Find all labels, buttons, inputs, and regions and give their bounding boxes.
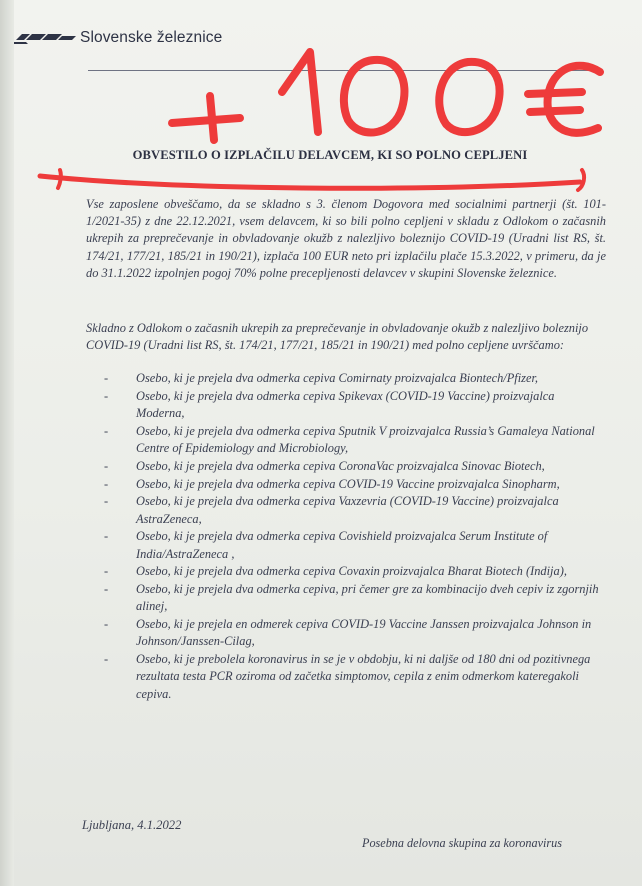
list-bullet: - xyxy=(104,388,109,403)
list-bullet: - xyxy=(104,652,109,667)
list-bullet: - xyxy=(104,476,109,491)
sz-stripes-logo-icon xyxy=(14,26,76,50)
intro-paragraph: Vse zaposlene obveščamo, da se skladno s 3. členom Dogovora med socialnimi partnerji (št. 101-1/2021-35) z dne 22.12.2021, vsem delavcem, ki so bili polno cepljeni v skladu z Odlokom o začasnih ukrepih za preprečevanje in obvladovanje okužb z nalezljivo boleznijo COVID-19 (Uradni list RS, št. 174/21, 177/21, 185/21 in 190/21), izplača 100 EUR neto pri izplačilu plače 15.3.2022, v primeru, da je do 31.1.2022 izpolnjen pogoj 70% polne precepljenosti delavcev v skupini Slovenske železnice. xyxy=(86,197,606,280)
list-item xyxy=(86,493,606,527)
annotation-text xyxy=(160,64,630,134)
list-item xyxy=(86,423,606,457)
list-item-text: Osebo, ki je prejela en odmerek cepiva COVID-19 Vaccine Janssen proizvajalca Johnson in Johnson/Janssen-Cilag, xyxy=(136,617,592,649)
place-date: Ljubljana, 4.1.2022 xyxy=(82,818,182,832)
list-item-text: Osebo, ki je prejela dva odmerka cepiva Covishield proizvajalca Serum Institute of India/AstraZeneca , xyxy=(136,529,548,561)
list-item xyxy=(86,563,606,580)
list-bullet: - xyxy=(104,423,109,438)
list-bullet: - xyxy=(104,458,109,473)
list-item xyxy=(86,476,606,493)
list-item-text: Osebo, ki je prejela dva odmerka cepiva, pri čemer gre za kombinacijo dveh cepiv iz zgornjih alinej, xyxy=(136,582,599,614)
list-item-text: Osebo, ki je prejela dva odmerka cepiva Comirnaty proizvajalca Biontech/Pfizer, xyxy=(136,371,539,385)
list-bullet: - xyxy=(104,617,109,632)
list-item xyxy=(86,370,606,387)
list-item xyxy=(86,651,606,703)
list-item-text: Osebo, ki je prebolela koronavirus in se je v obdobju, ki ni daljše od 180 dni od pozitivnega rezultata testa PCR oziroma od začetka simptomov, cepila z enim odmerkom kateregakoli cepiva. xyxy=(136,652,591,701)
list-bullet: - xyxy=(104,564,109,579)
list-item xyxy=(86,581,606,615)
list-item xyxy=(86,458,606,475)
list-bullet: - xyxy=(104,371,109,385)
list-bullet: - xyxy=(104,582,109,597)
list-item xyxy=(86,528,606,562)
list-bullet: - xyxy=(104,494,109,509)
document-title: OBVESTILO O IZPLAČILU DELAVCEM, KI SO POLNO CEPLJENI xyxy=(132,148,528,162)
list-item-text: Osebo, ki je prejela dva odmerka cepiva CoronaVac proizvajalca Sinovac Biotech, xyxy=(136,458,545,473)
list-item xyxy=(86,388,606,422)
list-item xyxy=(86,616,606,650)
list-item-text: Osebo, ki je prejela dva odmerka cepiva COVID-19 Vaccine proizvajalca Sinopharm, xyxy=(136,476,560,491)
signature: Posebna delovna skupina za koronavirus xyxy=(362,836,562,850)
list-item-text: Osebo, ki je prejela dva odmerka cepiva Sputnik V proizvajalca Russia’s Gamaleya National Centre of Epidemiology and Microbiology, xyxy=(136,423,595,455)
company-header xyxy=(14,26,222,50)
list-item-text: Osebo, ki je prejela dva odmerka cepiva Vaxzevria (COVID-19 Vaccine) proizvajalca AstraZeneca, xyxy=(136,494,559,526)
company-name: Slovenske železnice xyxy=(80,29,223,46)
list-item-text: Osebo, ki je prejela dva odmerka cepiva Spikevax (COVID-19 Vaccine) proizvajalca Moderna, xyxy=(136,388,555,420)
paper-edge-shadow xyxy=(0,0,14,886)
list-bullet: - xyxy=(104,529,109,544)
list-item-text: Osebo, ki je prejela dva odmerka cepiva Covaxin proizvajalca Bharat Biotech (Indija), xyxy=(136,564,567,579)
vaccine-criteria-list xyxy=(86,370,606,703)
criteria-paragraph: Skladno z Odlokom o začasnih ukrepih za preprečevanje in obvladovanje okužb z nalezljivo boleznijo COVID-19 (Uradni list RS, št. 174/21, 177/21, 185/21 in 190/21) med polno cepljene uvrščamo: xyxy=(86,321,589,353)
